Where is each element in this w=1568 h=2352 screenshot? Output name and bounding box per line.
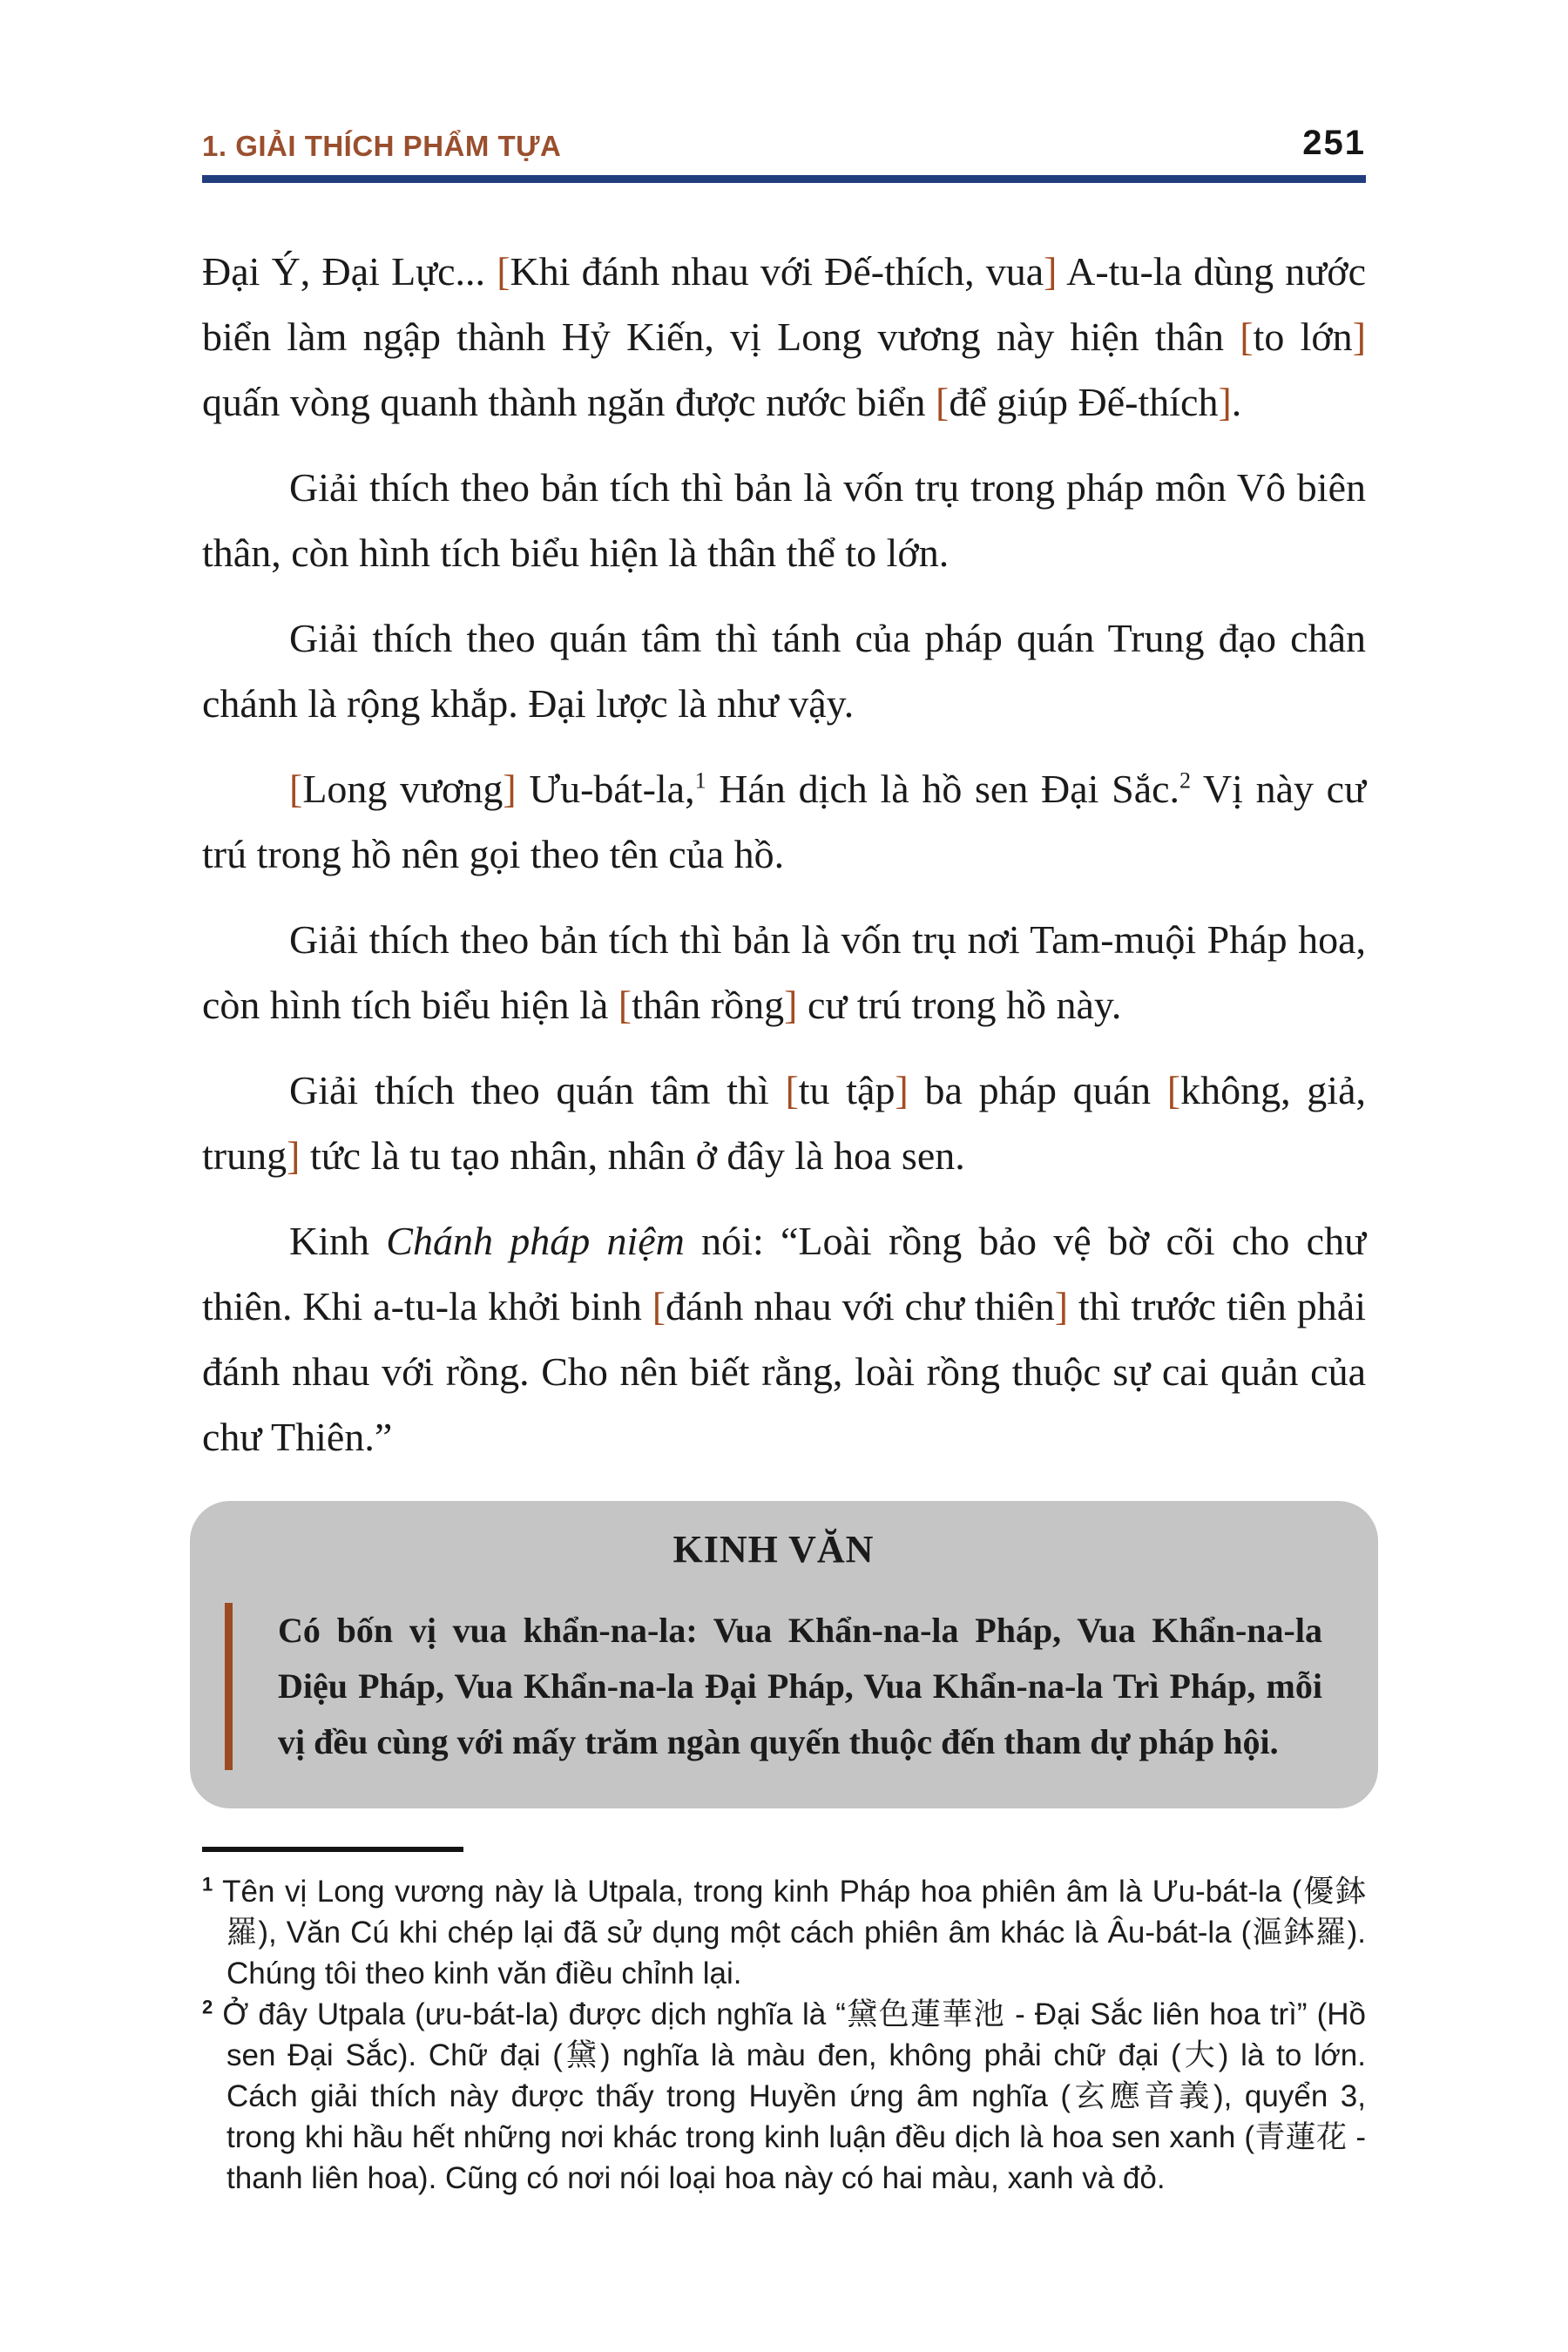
sutra-text-box [190, 1501, 1378, 1808]
header-rule [202, 175, 1366, 183]
footnote-separator [202, 1847, 463, 1852]
paragraph: [Long vương] Ưu-bát-la,$^1$ Hán dịch là hồ sen Đại Sắc.$^2$ Vị này cư trú trong hồ nên gọi theo tên của hồ. [202, 767, 1367, 876]
footnote-marker: 1 [202, 1873, 213, 1896]
body-copy [202, 239, 1366, 1470]
paragraph: Giải thích theo quán tâm thì [tu tập] ba pháp quán [không, giả, trung] tức là tu tạo nhân, nhân ở đây là hoa sen. [202, 1068, 1366, 1178]
paragraph: Giải thích theo bản tích thì bản là vốn trụ nơi Tam-muội Pháp hoa, còn hình tích biểu hiện là [thân rồng] cư trú trong hồ này. [202, 917, 1366, 1027]
paragraph: Giải thích theo bản tích thì bản là vốn trụ trong pháp môn Vô biên thân, còn hình tích biểu hiện là thân thể to lớn. [202, 465, 1366, 575]
footnote: $^1$ Tên vị Long vương này là Utpala, trong kinh Pháp hoa phiên âm là Ưu-bát-la (優鉢羅), Văn Cú khi chép lại đã sử dụng một cách phiên âm khác là Âu-bát-la (漚鉢羅). Chúng tôi theo kinh văn điều chỉnh lại. [202, 1873, 1366, 1990]
paragraph: Kinh Chánh pháp niệm nói: “Loài rồng bảo vệ bờ cõi cho chư thiên. Khi a-tu-la khởi binh [đánh nhau với chư thiên] thì trước tiên phải đánh nhau với rồng. Cho nên biết rằng, loài rồng thuộc sự cai quản của chư Thiên.” [202, 1219, 1366, 1459]
paragraph: Đại Ý, Đại Lực... [Khi đánh nhau với Đế-thích, vua] A-tu-la dùng nước biển làm ngập thành Hỷ Kiến, vị Long vương này hiện thân [to lớn] quấn vòng quanh thành ngăn được nước biển [để giúp Đế-thích]. [202, 249, 1367, 424]
sutra-box-title: KINH VĂN [672, 1528, 875, 1571]
page-number: 251 [1302, 124, 1366, 162]
footnote-marker: 2 [202, 1996, 213, 2018]
footnote: $^2$ Ở đây Utpala (ưu-bát-la) được dịch nghĩa là “黛色蓮華池 - Đại Sắc liên hoa trì” (Hồ sen Đại Sắc). Chữ đại (黛) nghĩa là màu đen, không phải chữ đại (大) là to lớn. Cách giải thích này được thấy trong Huyền ứng âm nghĩa (玄應音義), quyển 3, trong khi hầu hết những nơi khác trong kinh luận đều dịch là hoa sen xanh (青蓮花 - thanh liên hoa). Cũng có nơi nói loại hoa này có hai màu, xanh và đỏ. [202, 1996, 1366, 2195]
running-head [202, 124, 1366, 163]
paragraph: Giải thích theo quán tâm thì tánh của pháp quán Trung đạo chân chánh là rộng khắp. Đại lược là như vậy. [202, 616, 1366, 726]
footnotes [202, 1871, 1366, 2199]
chapter-heading: 1. GIẢI THÍCH PHẨM TỰA [202, 130, 562, 162]
sutra-quote: Có bốn vị vua khẩn-na-la: Vua Khẩn-na-la Pháp, Vua Khẩn-na-la Diệu Pháp, Vua Khẩn-na-la Đại Pháp, Vua Khẩn-na-la Trì Pháp, mỗi vị đều cùng với mấy trăm ngàn quyến thuộc đến tham dự pháp hội. [225, 1603, 1322, 1770]
